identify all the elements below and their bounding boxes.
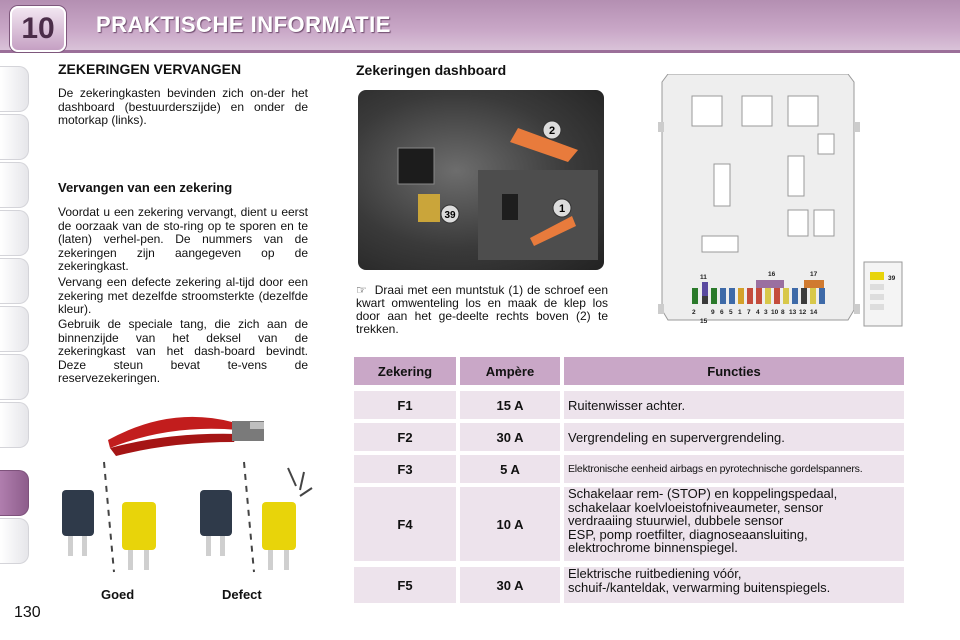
function-line: Schakelaar rem- (STOP) en koppelingspedaal,: [568, 486, 838, 501]
tab-2[interactable]: [0, 114, 29, 160]
side-fusebox: [864, 262, 902, 326]
label-7: 7: [747, 309, 751, 316]
section-heading: ZEKERINGEN VERVANGEN: [58, 61, 242, 77]
fuse-illustration: [60, 402, 320, 590]
intro-paragraph: De zekeringkasten bevinden zich on-der het dashboard (bestuurderszijde) en onder de motorkap (links).: [58, 86, 308, 127]
page-title: PRAKTISCHE INFORMATIE: [96, 12, 391, 37]
subsection-heading: Vervangen van een zekering: [58, 180, 233, 195]
header-ampere: Ampère: [460, 357, 560, 385]
chapter-badge: 10: [10, 6, 66, 52]
label-16: 16: [768, 271, 776, 278]
ampere-cell: 30 A: [460, 423, 560, 451]
label-15: 15: [700, 318, 708, 325]
defect-caption: Defect: [222, 587, 262, 602]
label-5: 5: [729, 309, 733, 316]
function-line: ESP, pomp roetfilter, diagnoseaansluiting,: [568, 526, 808, 542]
table-header: [354, 357, 904, 385]
marker-39: [441, 205, 459, 223]
table-row: [354, 487, 904, 561]
fuse-cell: F2: [354, 423, 456, 451]
tab-7[interactable]: [0, 354, 29, 400]
header-functions: Functies: [564, 357, 904, 385]
function-line: schakelaar koelvloeistofniveaumeter, sensor: [568, 499, 824, 515]
marker-2: [543, 121, 561, 139]
label-12: 12: [799, 309, 807, 316]
tab-5[interactable]: [0, 258, 29, 304]
function-cell: Ruitenwisser achter.: [564, 391, 904, 419]
label-13: 13: [789, 309, 797, 316]
function-line: Elektrische ruitbediening vóór,: [568, 566, 742, 581]
table-row: [354, 455, 904, 483]
function-cell: [564, 567, 904, 603]
good-caption: Goed: [101, 587, 135, 602]
paragraph-2: Vervang een defecte zekering al-tijd door een zekering met dezelfde stroomsterkte (dezelfde kleur).: [58, 275, 308, 316]
fuse-cell: F3: [354, 455, 456, 483]
function-cell: [564, 487, 904, 561]
label-1: 1: [738, 309, 742, 316]
tab-6[interactable]: [0, 306, 29, 352]
tab-3[interactable]: [0, 162, 29, 208]
fusebox-diagram: [658, 74, 908, 328]
label-3: 3: [764, 309, 768, 316]
fuse-cell: F1: [354, 391, 456, 419]
function-line: schuif-/kanteldak, verwarming buitenspiegels.: [568, 579, 831, 595]
ampere-cell: 10 A: [460, 487, 560, 561]
function-cell: Elektronische eenheid airbags en pyrotechnische gordelspanners.: [564, 455, 904, 483]
paragraph-1: Voordat u een zekering vervangt, dient u eerst de oorzaak van de sto-ring op te sporen en te (laten) verhel-pen. De nummers van de zekeringen zijn aangegeven op de zekeringkast.: [58, 205, 308, 273]
header-fuse: Zekering: [354, 357, 456, 385]
instruction-text: [356, 284, 608, 336]
marker-1: [553, 199, 571, 217]
paragraph-3: Gebruik de speciale tang, die zich aan de binnenzijde van het deksel van de zekeringkast van het dash-board bevindt. Deze steun bevat te-vens de reservezekeringen.: [58, 317, 308, 385]
ampere-cell: 30 A: [460, 567, 560, 603]
instruction-body: Draai met een muntstuk (1) de schroef een kwart omwenteling los en maak de klep los door aan het ge-deelte rechts boven (2) te trekken.: [356, 283, 608, 336]
label-2: 2: [692, 309, 696, 316]
label-6: 6: [720, 309, 724, 316]
table-row: [354, 567, 904, 603]
table-row: [354, 391, 904, 419]
fuse-cell: F5: [354, 567, 456, 603]
svg-text:39: 39: [444, 210, 456, 221]
tab-1[interactable]: [0, 66, 29, 112]
page-number: 130: [14, 604, 41, 621]
table-row: [354, 423, 904, 451]
tab-11[interactable]: [0, 518, 29, 564]
label-9: 9: [711, 309, 715, 316]
fuse-tongs-image: [108, 417, 264, 456]
label-14: 14: [810, 309, 818, 316]
ampere-cell: 15 A: [460, 391, 560, 419]
tab-8[interactable]: [0, 402, 29, 448]
label-39: 39: [888, 275, 896, 282]
function-cell: Vergrendeling en supervergrendeling.: [564, 423, 904, 451]
label-8: 8: [781, 309, 785, 316]
function-line: elektrochrome binnenspiegel.: [568, 540, 738, 555]
header-divider: [0, 50, 960, 53]
label-4: 4: [756, 309, 760, 316]
dashboard-heading: Zekeringen dashboard: [356, 62, 507, 78]
defect-fuse-image: [200, 462, 312, 572]
label-11: 11: [700, 274, 707, 281]
svg-text:2: 2: [548, 125, 556, 137]
good-fuse-image: [62, 462, 156, 572]
label-10: 10: [771, 309, 779, 316]
tab-10-active[interactable]: [0, 470, 29, 516]
tab-4[interactable]: [0, 210, 29, 256]
function-line: verdraaiing stuurwiel, dubbele sensor: [568, 513, 784, 528]
fuse-cell: F4: [354, 487, 456, 561]
ampere-cell: 5 A: [460, 455, 560, 483]
label-17: 17: [810, 271, 818, 278]
dashboard-photo: [358, 90, 604, 270]
pointing-hand-icon: ☞: [356, 283, 367, 297]
svg-text:1: 1: [558, 203, 566, 215]
